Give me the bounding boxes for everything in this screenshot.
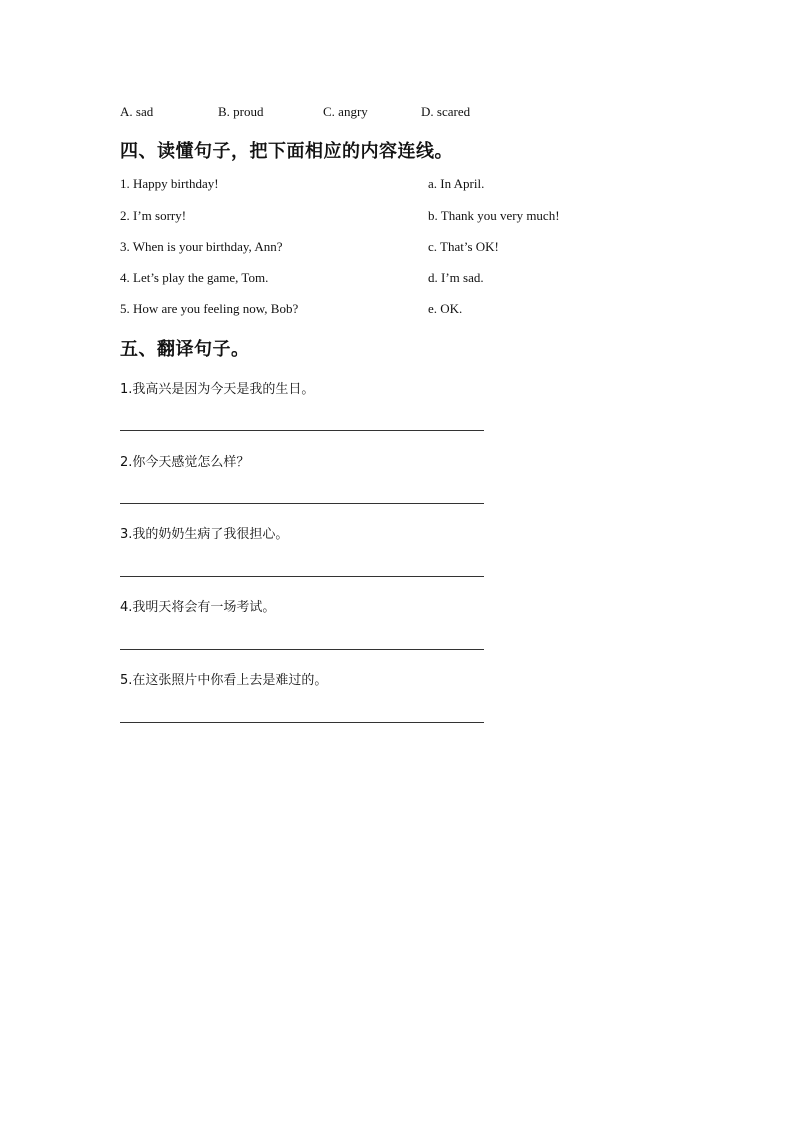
option-d: D. scared bbox=[421, 104, 471, 119]
match-left-item: 5. How are you feeling now, Bob? bbox=[120, 301, 299, 316]
match-right-item: e. OK. bbox=[428, 301, 463, 316]
translation-prompt: 5.在这张照片中你看上去是难过的。 bbox=[120, 673, 328, 688]
match-right-item: a. In April. bbox=[428, 176, 485, 191]
option-a: A. sad bbox=[120, 104, 154, 119]
match-right-item: d. I’m sad. bbox=[428, 270, 484, 285]
match-right-item: b. Thank you very much! bbox=[428, 208, 560, 223]
option-c: C. angry bbox=[323, 104, 368, 119]
answer-line[interactable] bbox=[120, 430, 484, 431]
match-left-item: 1. Happy birthday! bbox=[120, 176, 219, 191]
answer-line[interactable] bbox=[120, 722, 484, 723]
answer-line[interactable] bbox=[120, 649, 484, 650]
match-left-item: 4. Let’s play the game, Tom. bbox=[120, 270, 269, 285]
section-4-title: 四、读懂句子，把下面相应的内容连线。 bbox=[120, 141, 453, 162]
match-left-item: 2. I’m sorry! bbox=[120, 208, 187, 223]
option-b: B. proud bbox=[218, 104, 264, 119]
answer-line[interactable] bbox=[120, 576, 484, 577]
translation-prompt: 2.你今天感觉怎么样？ bbox=[120, 455, 250, 470]
match-right-item: c. That’s OK! bbox=[428, 239, 499, 254]
translation-prompt: 4.我明天将会有一场考试。 bbox=[120, 600, 276, 615]
translation-prompt: 3.我的奶奶生病了我很担心。 bbox=[120, 527, 289, 542]
answer-line[interactable] bbox=[120, 503, 484, 504]
match-left-item: 3. When is your birthday, Ann? bbox=[120, 239, 283, 254]
section-5-title: 五、翻译句子。 bbox=[120, 339, 250, 360]
translation-prompt: 1.我高兴是因为今天是我的生日。 bbox=[120, 382, 315, 397]
